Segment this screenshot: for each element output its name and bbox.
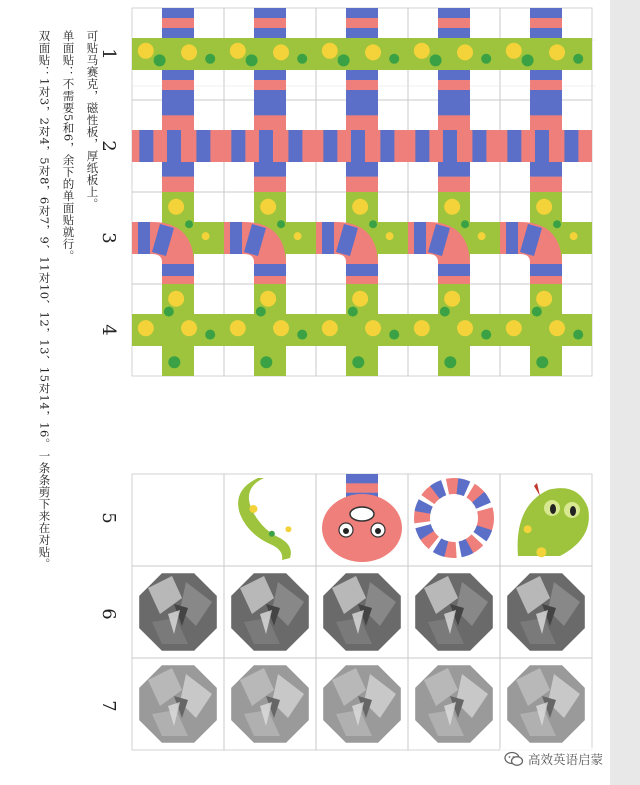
watermark-text: 高效英语启蒙 (528, 752, 604, 767)
instruction-line-2: 单面贴：不需要5和6，余下的单面贴就行。 (61, 30, 76, 262)
tile-snake-cross-3 (316, 284, 408, 376)
rock-tile-r6-1 (139, 573, 217, 651)
tile-snake-straight-4 (408, 8, 500, 100)
tile-snake-cross-2 (224, 284, 316, 376)
rock-tile-r7-2 (231, 665, 309, 743)
instruction-line-3: 双面贴：1对3，2对4，5对8，6对7，9、11对10、12，13、15对14，16。一条条剪下来在对贴。 (37, 30, 52, 570)
tile-snake-curve-2 (224, 192, 316, 284)
tile-snake-striped-1 (132, 100, 224, 192)
tile-snake-curve-5 (500, 192, 592, 284)
row-label-1: 1 (98, 48, 119, 60)
tile-snake-cross-5 (500, 284, 592, 376)
tile-snake-striped-2 (224, 100, 316, 192)
wechat-icon (504, 751, 524, 767)
rock-tile-r6-2 (231, 573, 309, 651)
rock-tile-r7-4 (415, 665, 493, 743)
row-label-2: 2 (98, 140, 119, 152)
rock-tile-r7-5 (507, 665, 585, 743)
snake-head-pink-tile (322, 474, 402, 562)
tile-snake-striped-5 (500, 100, 592, 192)
rock-tile-r6-3 (323, 573, 401, 651)
rock-tile-r7-3 (323, 665, 401, 743)
row-label-7: 7 (98, 700, 119, 712)
row-label-4: 4 (98, 324, 119, 336)
rock-tile-r6-5 (507, 573, 585, 651)
tile-snake-straight-3 (316, 8, 408, 100)
instruction-line-1: 可贴马赛克，磁性板，厚纸板上。 (85, 30, 100, 210)
tile-snake-straight-1 (132, 8, 224, 100)
scrollbar-track[interactable] (610, 0, 640, 785)
tile-snake-curve-3 (316, 192, 408, 284)
tile-snake-curve-4 (408, 192, 500, 284)
tile-snake-straight-2 (224, 8, 316, 100)
snake-tail-tile (238, 478, 291, 560)
tile-snake-curve-1 (132, 192, 224, 284)
tile-snake-striped-4 (408, 100, 500, 192)
rock-tile-r6-4 (415, 573, 493, 651)
tile-snake-straight-5 (500, 8, 592, 100)
rock-tile-r7-1 (139, 665, 217, 743)
snake-coil-tile (422, 486, 486, 550)
row-label-5: 5 (98, 512, 119, 524)
tile-snake-striped-3 (316, 100, 408, 192)
tile-snake-cross-4 (408, 284, 500, 376)
snake-head-green-tile (518, 483, 589, 557)
tile-snake-cross-1 (132, 284, 224, 376)
watermark (500, 748, 607, 770)
row-label-3: 3 (98, 232, 119, 244)
row-label-6: 6 (98, 608, 119, 620)
